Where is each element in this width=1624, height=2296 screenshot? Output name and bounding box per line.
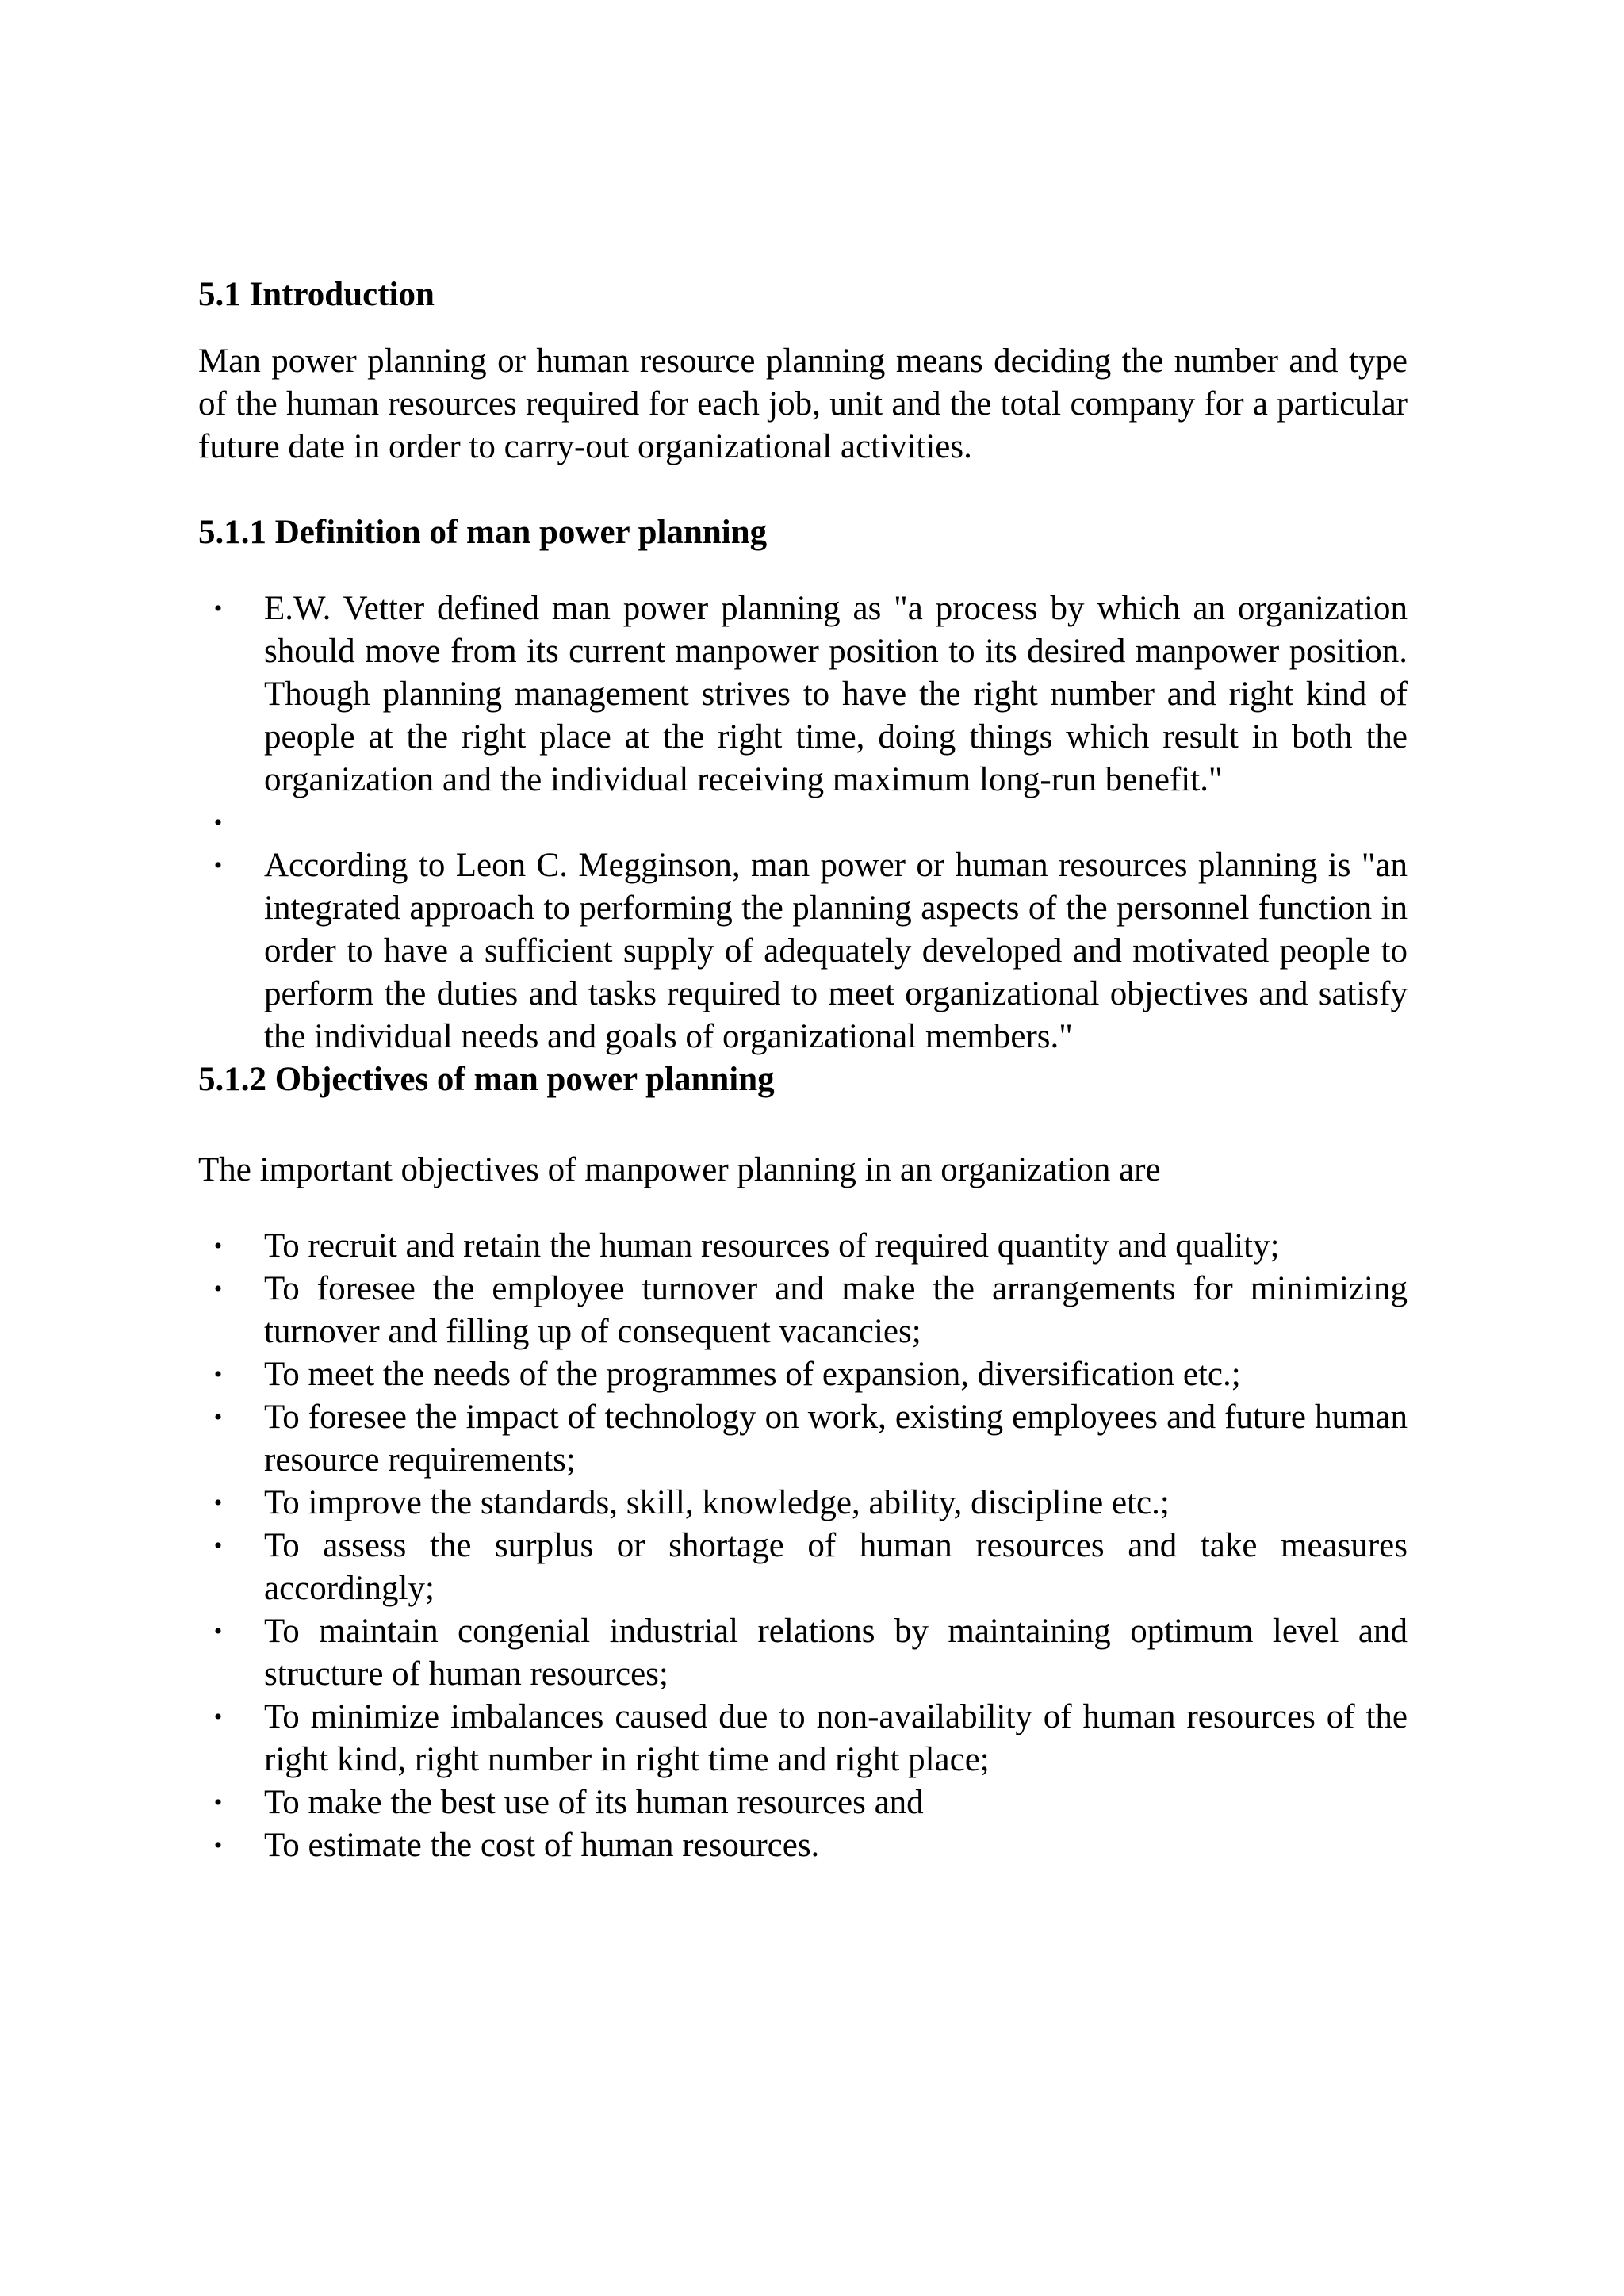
list-item	[198, 1268, 1408, 1353]
list-item	[198, 1696, 1408, 1781]
bullet-icon: •	[213, 1404, 223, 1430]
bullet-icon: •	[213, 1618, 223, 1644]
list-item	[198, 1610, 1408, 1696]
bullet-icon: •	[213, 809, 223, 836]
list-item	[198, 1781, 1408, 1824]
list-item-text: To foresee the employee turnover and make the arrangements for minimizing turnover and filling up of consequent vacancies;	[264, 1270, 1408, 1350]
list-item	[198, 1482, 1408, 1525]
list-item-text: To assess the surplus or shortage of human resources and take measures accordingly;	[264, 1527, 1408, 1607]
list-item-text: To foresee the impact of technology on work, existing employees and future human resource requirements;	[264, 1399, 1408, 1479]
section-heading-objectives: 5.1.2 Objectives of man power planning	[198, 1061, 775, 1098]
list-item-text: To improve the standards, skill, knowledge, ability, discipline etc.;	[264, 1484, 1170, 1521]
bullet-icon: •	[213, 1233, 223, 1259]
list-item-text: To make the best use of its human resources and	[264, 1784, 924, 1821]
bullet-icon: •	[213, 595, 223, 622]
bullet-icon: •	[213, 1704, 223, 1730]
definition-list	[198, 587, 1408, 1058]
list-item	[198, 802, 1408, 844]
section-heading-definition: 5.1.1 Definition of man power planning	[198, 514, 768, 551]
list-item-text: According to Leon C. Megginson, man power or human resources planning is "an integrated approach to performing the planning aspects of the personnel function in order to have a sufficient supply of adequately developed and motivated people to perform the duties and tasks required to meet organizational objectives and satisfy the individual needs and goals of organizational members."	[264, 847, 1408, 1055]
list-item	[198, 1824, 1408, 1867]
list-item	[198, 844, 1408, 1058]
list-item	[198, 1225, 1408, 1268]
bullet-icon: •	[213, 1361, 223, 1387]
list-item-text: To maintain congenial industrial relations by maintaining optimum level and structure of human resources;	[264, 1613, 1408, 1693]
list-item	[198, 1396, 1408, 1482]
document-page	[198, 274, 1435, 1867]
bullet-icon: •	[213, 1490, 223, 1516]
list-item	[198, 1353, 1408, 1396]
list-item-text: To recruit and retain the human resources of required quantity and quality;	[264, 1227, 1280, 1265]
bullet-icon: •	[213, 852, 223, 878]
list-item-text: E.W. Vetter defined man power planning as "a process by which an organization should move from its current manpower position to its desired manpower position. Though planning management strives to have the right number and right kind of people at the right place at the right time, doing things which result in both the organization and the individual receiving maximum long-run benefit."	[264, 590, 1408, 798]
bullet-icon: •	[213, 1533, 223, 1559]
list-item-text: To minimize imbalances caused due to non-availability of human resources of the right kind, right number in right time and right place;	[264, 1698, 1408, 1778]
section-heading-introduction: 5.1 Introduction	[198, 276, 435, 313]
objectives-list	[198, 1225, 1408, 1867]
list-item-text: To estimate the cost of human resources.	[264, 1827, 820, 1864]
bullet-icon: •	[213, 1276, 223, 1302]
objectives-intro: The important objectives of manpower planning in an organization are	[198, 1151, 1161, 1188]
introduction-paragraph: Man power planning or human resource planning means deciding the number and type of the human resources required for each job, unit and the total company for a particular future date in order to carry-out organizational activities.	[198, 342, 1408, 465]
list-item	[198, 587, 1408, 802]
list-item	[198, 1525, 1408, 1610]
bullet-icon: •	[213, 1832, 223, 1858]
list-item-text: To meet the needs of the programmes of expansion, diversification etc.;	[264, 1356, 1241, 1393]
bullet-icon: •	[213, 1789, 223, 1816]
